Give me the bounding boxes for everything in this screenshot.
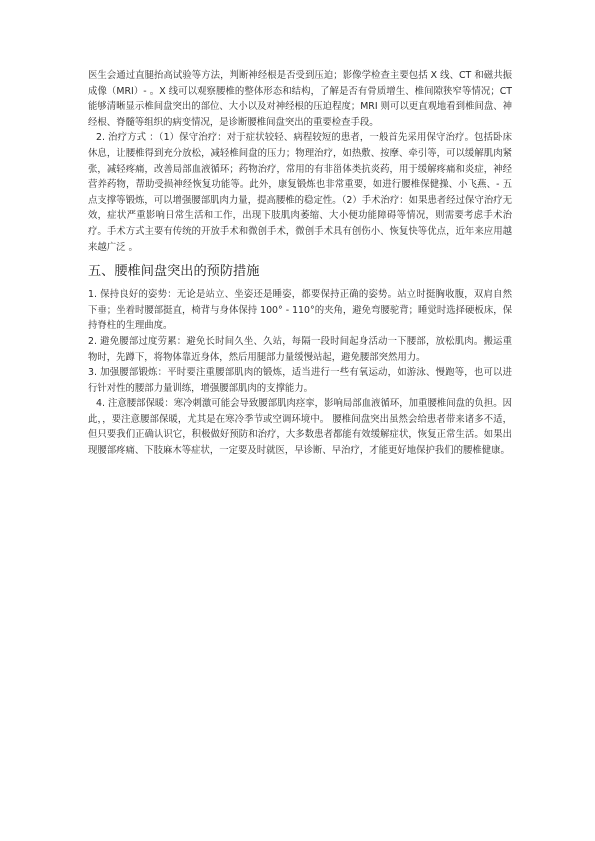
diagnosis-paragraph: 医生会通过直腿抬高试验等方法，判断神经根是否受到压迫；影像学检查主要包括 X 线、CT 和磁共振成像（MRI）- 。X 线可以观察腰椎的整体形态和结构，了解是否有骨质增生、椎间隙狭窄等情况；CT 能够清晰显示椎间盘突出的部位、大小以及对神经根的压迫程度；MRI 则可以更直观地看到椎间盘、神经根、脊髓等组织的病变情况，是诊断腰椎间盘突出的重要检查手段。: [88, 70, 512, 128]
treatment-paragraph: 2. 治疗方式 ：（1）保守治疗：对于症状较轻、病程较短的患者，一般首先采用保守治疗。包括卧床休息，让腰椎得到充分放松，减轻椎间盘的压力；物理治疗，如热敷、按摩、牵引等，可以缓解肌肉紧张，减轻疼痛，改善局部血液循环；药物治疗，常用的有非甾体类抗炎药，用于缓解疼痛和炎症，神经营养药物，帮助受损神经恢复功能等。此外，康复锻炼也非常重要，如进行腰椎保健操、小飞燕、- 五点支撑等锻炼，可以增强腰部肌肉力量，提高腰椎的稳定性。（2）手术治疗：如果患者经过保守治疗无效，症状严重影响日常生活和工作，出现下肢肌肉萎缩、大小便功能障碍等情况，则需要考虑手术治疗。手术方式主要有传统的开放手术和微创手术，微创手术具有创伤小、恢复快等优点，近年来应用越来越广泛 。: [88, 132, 512, 253]
document-page: [88, 68, 512, 459]
prevention-item-posture: 1. 保持良好的姿势：无论是站立、坐姿还是睡姿，都要保持正确的姿势。站立时挺胸收腹，双肩自然下垂；坐着时腰部挺直，椅背与身体保持 100° - 110°的夹角，避免弯腰驼背；睡觉时选择硬板床，保持脊柱的生理曲度。: [88, 289, 512, 332]
section-heading-prevention: 五、腰椎间盘突出的预防措施: [88, 264, 260, 280]
prevention-item-warmth: 4. 注意腰部保暖：寒冷刺激可能会导致腰部肌肉痉挛，影响局部血液循环，加重腰椎间盘的负担。因此，，要注意腰部保暖，尤其是在寒冷季节或空调环境中。 腰椎间盘突出虽然会给患者带来诸多不适，但只要我们正确认识它，积极做好预防和治疗，大多数患者都能有效缓解症状，恢复正常生活。如果出现腰部疼痛、下肢麻木等症状，一定要及时就医，早诊断、早治疗，才能更好地保护我们的腰椎健康。: [88, 398, 512, 457]
prevention-item-exercise: 3. 加强腰部锻炼：平时要注重腰部肌肉的锻炼，适当进行一些有氧运动，如游泳、慢跑等，也可以进行针对性的腰部力量训练，增强腰部肌肉的支撑能力。: [88, 367, 512, 394]
prevention-item-overwork: 2. 避免腰部过度劳累：避免长时间久坐、久站，每隔一段时间起身活动一下腰部，放松肌肉。搬运重物时，先蹲下，将物体靠近身体，然后用腿部力量缓慢站起，避免腰部突然用力。: [88, 335, 512, 363]
